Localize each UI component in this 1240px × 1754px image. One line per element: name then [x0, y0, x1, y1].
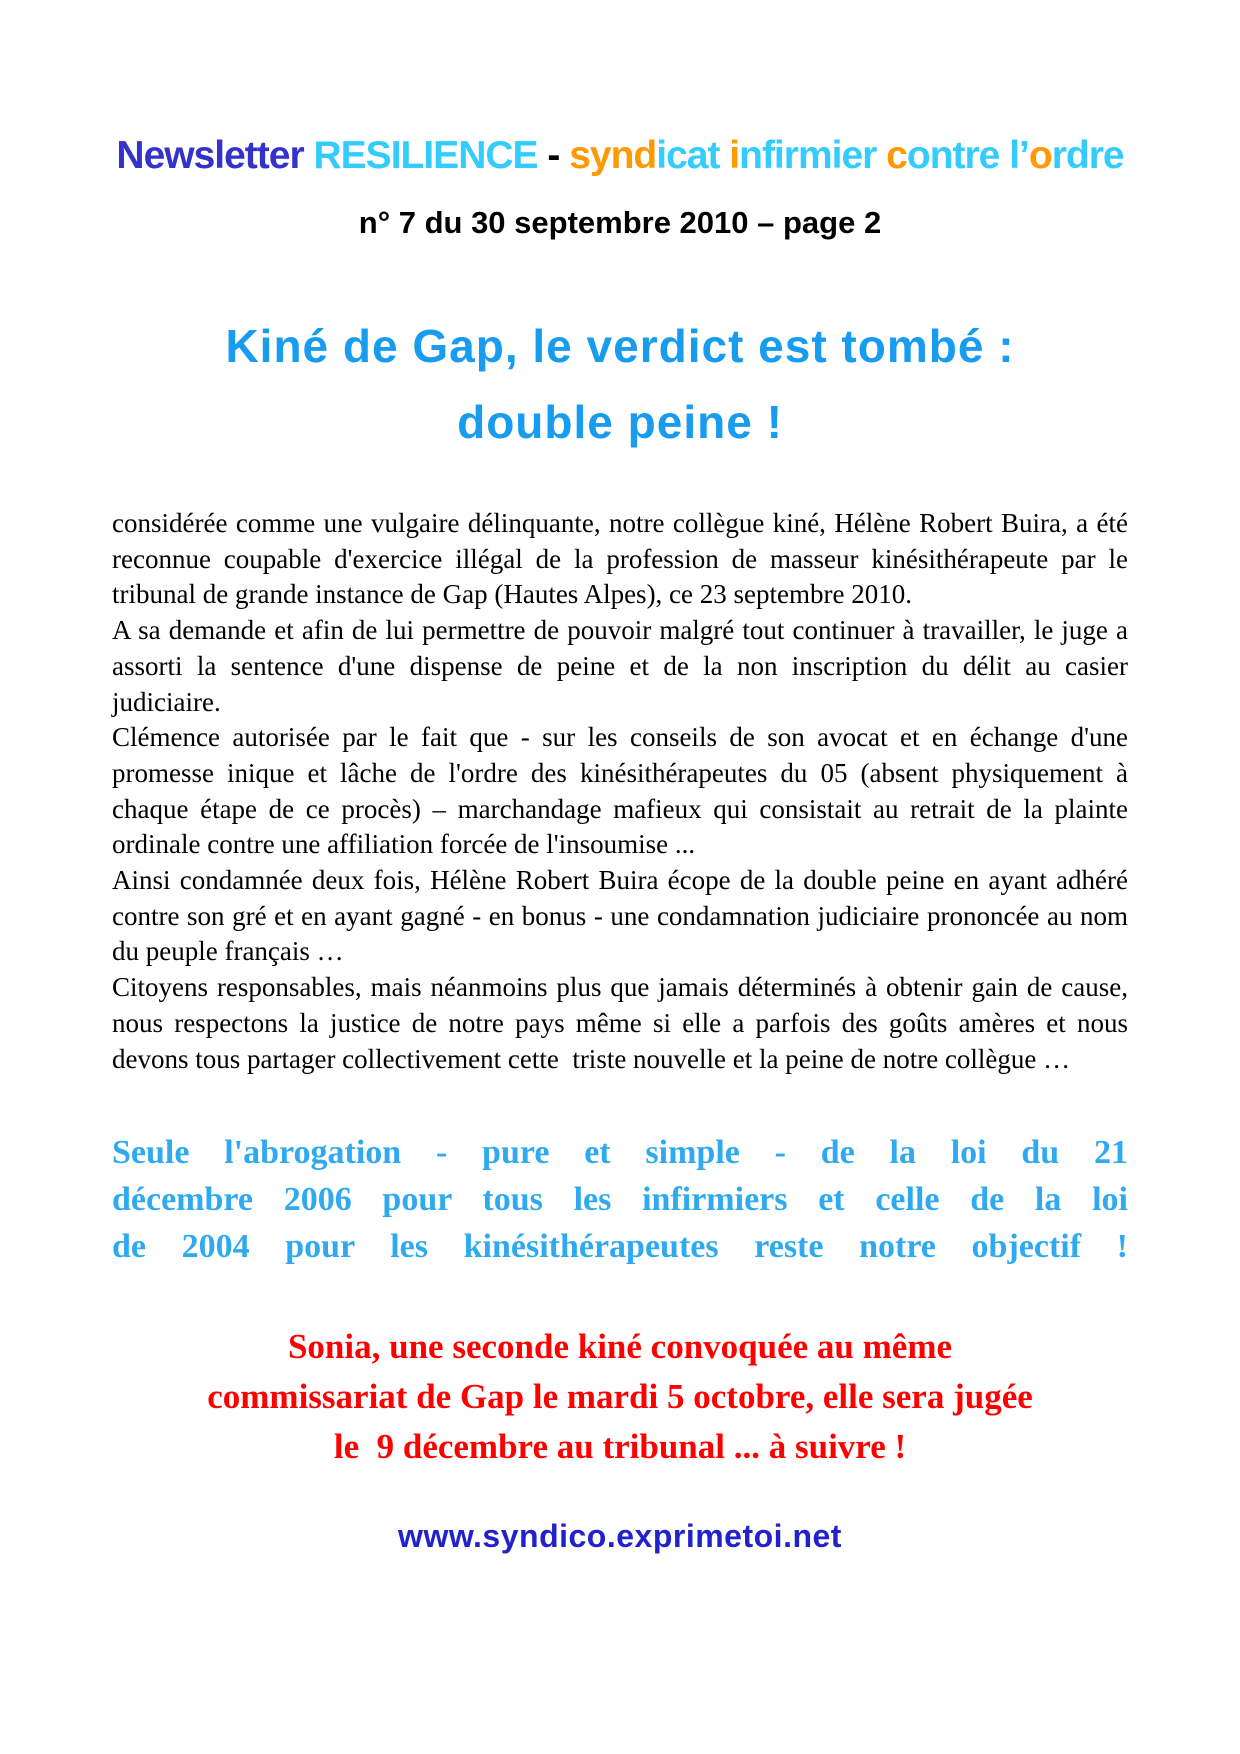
title-segment: nfirmier [739, 134, 887, 177]
title-segment: synd [569, 134, 657, 177]
website-link[interactable]: www.syndico.exprimetoi.net [398, 1518, 842, 1555]
article-headline-line1: Kiné de Gap, le verdict est tombé : [225, 320, 1015, 372]
title-segment: Newsletter [116, 134, 314, 177]
newsletter-title [112, 130, 1128, 182]
body-paragraph: Citoyens responsables, mais néanmoins plus que jamais déterminés à obtenir gain de cause, nous respectons la justice de notre pays même si elle a parfois des goûts amères et nous devons tous partager collectivement cette triste nouvelle et la peine de notre collègue … [112, 972, 1135, 1074]
title-segment: rdre [1051, 134, 1124, 177]
red-callout-line: le 9 décembre au tribunal ... à suivre ! [333, 1427, 907, 1467]
title-segment: - [547, 134, 570, 177]
title-segment: icat [656, 134, 730, 177]
title-segment: ontre l’ [906, 134, 1029, 177]
red-callout-line: Sonia, une seconde kiné convoquée au même [287, 1327, 953, 1367]
title-segment: o [1028, 134, 1052, 177]
body-paragraph: Clémence autorisée par le fait que - sur les conseils de son avocat et en échange d'une promesse inique et lâche de l'ordre des kinésithérapeutes du 05 (absent physiquement à chaque étape de ce procès) – marchandage mafieux qui consistait au retrait de la plainte ordinale contre une affiliation forcée de l'insoumise ... [112, 722, 1135, 860]
title-segment: c [886, 134, 907, 177]
article-body [112, 506, 1135, 1077]
body-paragraph: Ainsi condamnée deux fois, Hélène Robert Buira écope de la double peine en ayant adhéré contre son gré et en ayant gagné - en bonus - une condamnation judiciaire prononcée au nom du peuple français … [112, 865, 1135, 967]
red-callout-line: commissariat de Gap le mardi 5 octobre, elle sera jugée [207, 1377, 1033, 1417]
red-callout [112, 1322, 1128, 1472]
body-paragraph: considérée comme une vulgaire délinquante, notre collègue kiné, Hélène Robert Buira, a été reconnue coupable d'exercice illégal de la profession de masseur kinésithérapeute par le tribunal de grande instance de Gap (Hautes Alpes), ce 23 septembre 2010. [112, 508, 1135, 610]
body-paragraph: A sa demande et afin de lui permettre de pouvoir malgré tout continuer à travailler, le juge a assorti la sentence d'une dispense de peine et de la non inscription du délit au casier judiciaire. [112, 615, 1135, 717]
article-headline-line2: double peine ! [457, 396, 783, 448]
footer [112, 1518, 1128, 1555]
title-segment: i [729, 134, 740, 177]
article-headline [112, 308, 1128, 460]
blue-callout-line: Seule l'abrogation - pure et simple - de la loi du 21 [112, 1134, 1128, 1172]
title-segment: RESILIENCE [313, 134, 548, 177]
newsletter-issue-subtitle: n° 7 du 30 septembre 2010 – page 2 [358, 205, 882, 240]
blue-callout [112, 1129, 1128, 1270]
blue-callout-line: décembre 2006 pour tous les infirmiers et celle de la loi [112, 1181, 1128, 1219]
blue-callout-line: de 2004 pour les kinésithérapeutes reste notre objectif ! [112, 1228, 1128, 1266]
